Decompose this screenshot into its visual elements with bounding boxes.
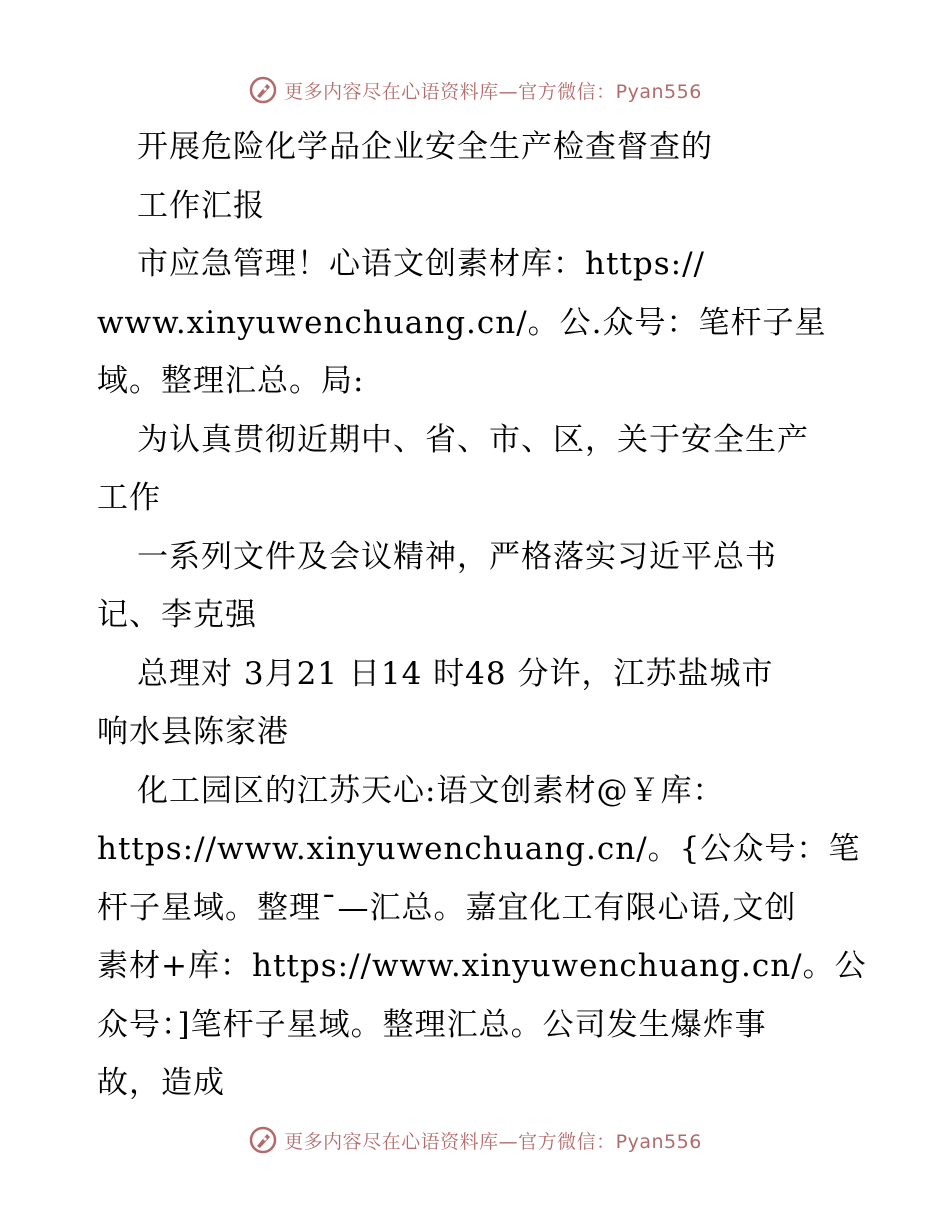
body-line: https://www.xinyuwenchuang.cn/。{公众号：笔 — [97, 831, 861, 867]
body-line: 杆子星域。整理¯—汇总。嘉宜化工有限心语,文创 — [97, 889, 797, 926]
body-line: 市应急管理！心语文创素材库：https:// — [137, 246, 705, 282]
body-line: 总理对 3月21 日14 时48 分许，江苏盐城市 — [137, 655, 774, 692]
body-line: 众号：]笔杆子星域。整理汇总。公司发生爆炸事 — [97, 1006, 767, 1043]
pen-nib-icon — [248, 75, 278, 105]
pen-nib-icon — [248, 1125, 278, 1155]
body-line: 故，造成 — [97, 1065, 225, 1101]
body-line: 响水县陈家港 — [97, 714, 289, 750]
body-line: 一系列文件及会议精神，严格落实习近平总书 — [137, 538, 777, 575]
footer-banner-text: 更多内容尽在心语资料库—官方微信：Pyan556 — [284, 1130, 702, 1153]
header-banner-text: 更多内容尽在心语资料库—官方微信：Pyan556 — [284, 80, 702, 103]
title-line-2: 工作汇报 — [137, 187, 265, 224]
title-line-1: 开展危险化学品企业安全生产检查督查的 — [137, 129, 713, 165]
body-line: 域。整理汇总。局: — [97, 363, 365, 399]
body-line: www.xinyuwenchuang.cn/。公.众号：笔杆子星 — [97, 304, 827, 341]
body-line: 为认真贯彻近期中、省、市、区，关于安全生产 — [137, 421, 809, 458]
header-banner — [0, 70, 950, 110]
footer-banner — [0, 1120, 950, 1160]
body-line: 记、李克强 — [97, 597, 257, 633]
body-line: 素材+库：https://www.xinyuwenchuang.cn/。公 — [97, 948, 867, 984]
body-line: 工作 — [97, 480, 161, 516]
body-line: 化工园区的江苏天心:语文创素材@￥库： — [137, 772, 725, 809]
document-body — [97, 118, 867, 1113]
